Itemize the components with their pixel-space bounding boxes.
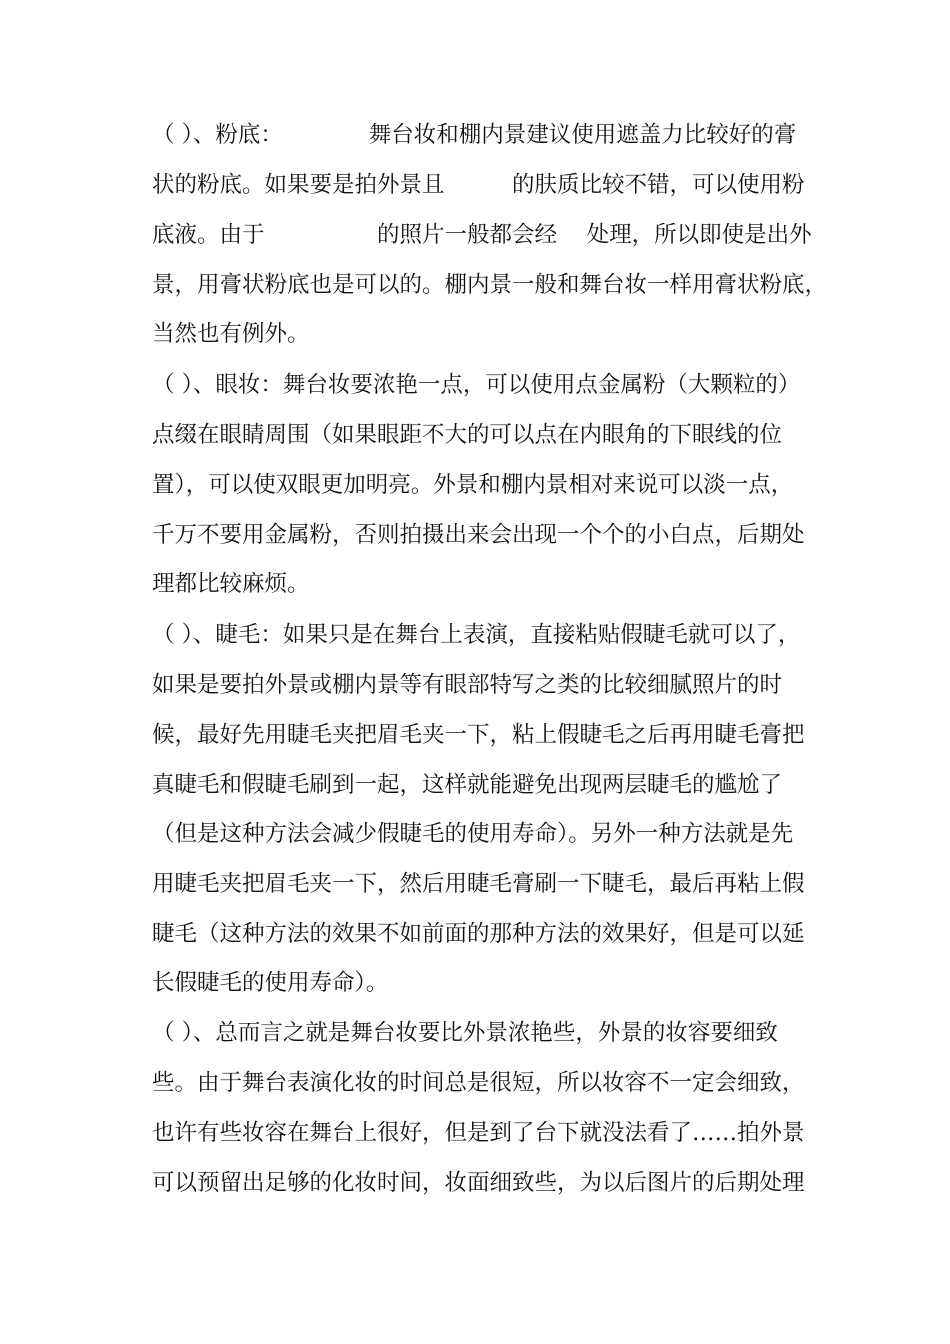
text-line: 些。由于舞台表演化妆的时间总是很短，所以妆容不一定会细致， — [152, 1070, 805, 1096]
text-line: （ ）、睫毛：如果只是在舞台上表演，直接粘贴假睫毛就可以了， — [152, 622, 801, 648]
text-line: 当然也有例外。 — [152, 321, 310, 347]
text-line: 可以预留出足够的化妆时间，妆面细致些，为以后图片的后期处理 — [152, 1170, 805, 1196]
text-line: 睫毛（这种方法的效果不如前面的那种方法的效果好，但是可以延 — [152, 921, 805, 947]
text-line: 真睫毛和假睫毛刷到一起，这样就能避免出现两层睫毛的尴尬了 — [152, 772, 783, 798]
text-line: 底液。由于 的照片一般都会经 处理，所以即使是出外 — [152, 222, 812, 248]
text-line: （ ）、粉底： 舞台妆和棚内景建议使用遮盖力比较好的膏 — [152, 122, 797, 148]
text-line: 如果是要拍外景或棚内景等有眼部特写之类的比较细腻照片的时 — [152, 672, 783, 698]
text-line: 候，最好先用睫毛夹把眉毛夹一下，粘上假睫毛之后再用睫毛膏把 — [152, 722, 805, 748]
text-line: 置），可以使双眼更加明亮。外景和棚内景相对来说可以淡一点， — [152, 472, 794, 498]
text-line: 景，用膏状粉底也是可以的。棚内景一般和舞台妆一样用膏状粉底， — [152, 272, 828, 298]
text-line: 状的粉底。如果要是拍外景且 的肤质比较不错，可以使用粉 — [152, 172, 805, 198]
text-line: （ ）、总而言之就是舞台妆要比外景浓艳些，外景的妆容要细致 — [152, 1020, 778, 1046]
text-line: （但是这种方法会减少假睫毛的使用寿命）。另外一种方法就是先 — [152, 821, 794, 847]
text-line: 也许有些妆容在舞台上很好，但是到了台下就没法看了……拍外景 — [152, 1120, 805, 1146]
text-line: 用睫毛夹把眉毛夹一下，然后用睫毛膏刷一下睫毛，最后再粘上假 — [152, 871, 805, 897]
text-line: 千万不要用金属粉，否则拍摄出来会出现一个个的小白点，后期处 — [152, 522, 805, 548]
text-line: 点缀在眼睛周围（如果眼距不大的可以点在内眼角的下眼线的位 — [152, 422, 783, 448]
text-line: 长假睫毛的使用寿命）。 — [152, 970, 389, 996]
text-line: （ ）、眼妆：舞台妆要浓艳一点，可以使用点金属粉（大颗粒的） — [152, 372, 801, 398]
text-line: 理都比较麻烦。 — [152, 571, 310, 597]
